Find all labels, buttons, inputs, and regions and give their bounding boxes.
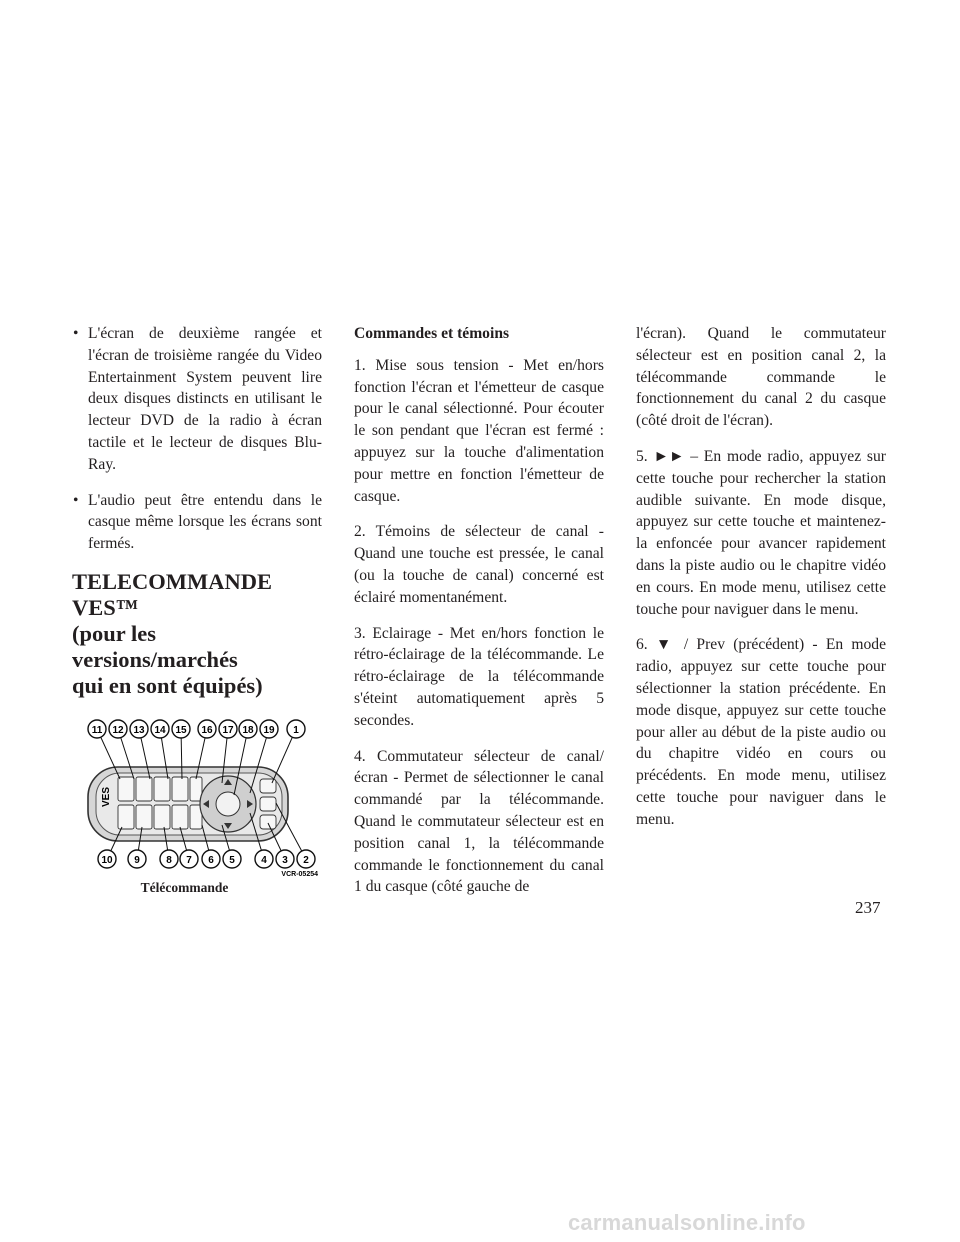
callout-label: 7 <box>186 854 192 866</box>
figure-caption: Télécommande <box>140 879 229 895</box>
page-number: 237 <box>855 898 881 917</box>
paragraph: 6. ▼ / Prev (précédent) - En mode radio, appuyez sur cette touche pour sélectionner la station précédente. En mode disque, appuyez sur cette touche pour aller au début de la piste audio ou du chapitre vidéo en cours ou précédents. En mode menu, utilisez cette touche pour naviguer dans le menu. <box>636 636 886 828</box>
callout-label: 17 <box>222 724 234 736</box>
callout-label: 9 <box>134 854 140 866</box>
figure-code: VCR-05254 <box>281 870 318 877</box>
heading-line: TELECOMMANDE VES™ <box>72 568 273 620</box>
callout-label: 6 <box>208 854 214 866</box>
paragraph: l'écran). Quand le commutateur sélecteur est en position canal 2, la télécommande commande le fonctionnement du canal 2 du casque (côté droit de l'écran). <box>636 325 886 430</box>
bullet-text: L'écran de deuxième rangée et l'écran de troisième rangée du Video Entertainment System peuvent lire deux disques distincts en utilisant le lecteur DVD de la radio à écran tactile et le lecteur de disques Blu-Ray. <box>88 325 322 473</box>
callout-label: 10 <box>101 854 113 866</box>
callout-label: 18 <box>242 724 254 736</box>
paragraph: 1. Mise sous tension - Met en/hors fonction l'écran et l'émetteur de casque pour le canal sélectionné. Pour écouter le son pendant que l'écran est fermé : appuyez sur la touche d'alimentation pour mettre en fonction l'émetteur de casque. <box>354 356 604 505</box>
callout-label: 12 <box>112 724 124 736</box>
subheading: Commandes et témoins <box>354 325 510 342</box>
callout-label: 14 <box>154 724 166 736</box>
callout-label: 1 <box>293 724 299 736</box>
heading-line: (pour les versions/marchés <box>72 620 238 672</box>
left-column <box>72 323 322 899</box>
heading-line: qui en sont équipés) <box>72 672 263 698</box>
bullet-dot: • <box>73 491 79 509</box>
callout-label: 13 <box>133 724 145 736</box>
paragraph: 4. Commutateur sélecteur de canal/écran - Permet de sélectionner le canal commandé par la télécommande. Quand le commutateur sélecteur est en position canal 1, la télécommande commande le fonctionnement du canal 1 du casque (côté gauche de <box>354 747 604 896</box>
watermark: carmanualsonline.info <box>568 1210 806 1235</box>
ves-logo: VES <box>101 786 112 807</box>
paragraph: 5. ►► – En mode radio, appuyez sur cette touche pour rechercher la station audible suivante. En mode disque, appuyez sur cette touche et maintenez-la enfoncée pour avancer rapidement dans la piste audio ou le chapitre vidéo en cours. En mode menu, utilisez cette touche pour naviguer dans le menu. <box>636 447 886 618</box>
callout-label: 8 <box>166 854 172 866</box>
middle-column <box>354 323 604 912</box>
callout-label: 2 <box>303 854 309 866</box>
paragraph: 2. Témoins de sélecteur de canal - Quand une touche est pressée, le canal (ou la touche de canal) concerné est éclairé momentanément. <box>354 523 604 606</box>
callout-label: 19 <box>263 724 275 736</box>
right-buttons <box>260 779 276 829</box>
remote-control-illustration <box>72 717 322 877</box>
bullet-dot: • <box>73 325 79 342</box>
remote-control-figure <box>72 717 322 877</box>
right-column <box>636 323 886 845</box>
callout-label: 3 <box>282 854 288 866</box>
bullet-text: L'audio peut être entendu dans le casque même lorsque les écrans sont fermés. <box>88 491 322 553</box>
section-heading <box>72 569 322 699</box>
paragraph: 3. Eclairage - Met en/hors fonction le rétro-éclairage de la télécommande. Le rétro-éclairage de la télécommande s'éteint automatiquement après 5 secondes. <box>354 624 604 729</box>
callout-label: 4 <box>261 854 267 866</box>
callout-label: 16 <box>201 724 213 736</box>
callout-label: 5 <box>229 854 235 866</box>
callout-label: 11 <box>91 724 103 736</box>
dpad-enter <box>216 792 240 816</box>
bullet-item <box>72 323 322 476</box>
callout-label: 15 <box>175 724 187 736</box>
bullet-item <box>72 490 322 555</box>
